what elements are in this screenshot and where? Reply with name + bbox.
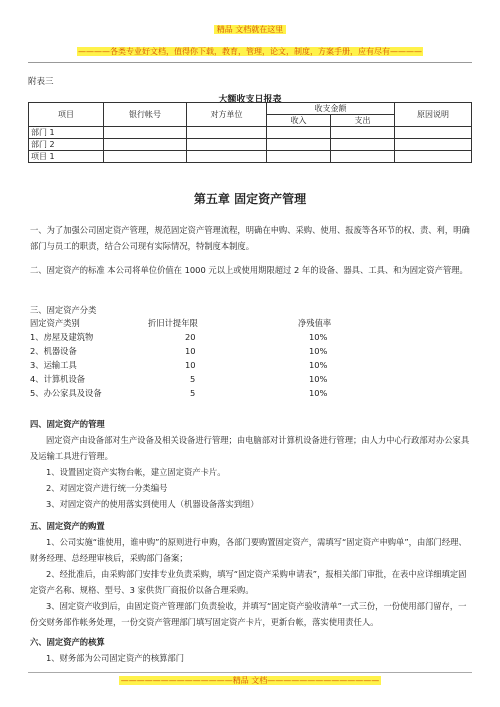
table-row — [29, 139, 472, 151]
class-residual: 10% — [309, 346, 328, 356]
class-header-years: 折旧计提年限 — [148, 318, 198, 328]
row-label: 项目 1 — [29, 151, 104, 163]
section-4-item: 3、对固定资产的使用落实到使用人（机器设备落实到组） — [46, 499, 259, 509]
footer-banner: ——————————————精品 文档—————————————— — [120, 676, 380, 685]
class-name: 3、运输工具 — [30, 360, 77, 370]
banner-subtitle: ————各类专业好文档，值得你下载，教育，管理，论文，制度，方案手册，应有尽有———— — [78, 47, 422, 56]
table-row — [29, 127, 472, 139]
class-name: 1、房屋及建筑物 — [30, 332, 94, 342]
class-name: 2、机器设备 — [30, 346, 77, 356]
section-6-title: 六、固定资产的核算 — [30, 637, 105, 647]
class-name: 4、计算机设备 — [30, 374, 86, 384]
section-5-paragraph: 2、经批准后，由采购部门安排专业负责采购，填写“固定资产采购申请表”，报相关部门审批，在表中应详细填定固定资产名称、规格、型号、3 家供货厂商报价以备合理采购。 — [30, 569, 467, 595]
class-years: 10 — [185, 346, 196, 356]
class-name: 5、办公家具及设备 — [30, 388, 102, 398]
class-residual: 10% — [309, 332, 328, 342]
section-2: 二、固定资产的标准 本公司将单位价值在 1000 元以上或使用期限超过 2 年的设备、器具、工具、和为固定资产管理。 — [30, 265, 468, 275]
section-6-paragraph: 1、财务部为公司固定资产的核算部门 — [46, 653, 185, 663]
header-counterparty: 对方单位 — [187, 103, 267, 127]
section-4-paragraph: 固定资产由设备部对生产设备及相关设备进行管理；由电脑部对计算机设备进行管理；由人力中心行政部对办公家具及运输工具进行管理。 — [30, 435, 470, 461]
header-amount: 收支金额 — [267, 103, 395, 115]
header-reason: 原因说明 — [395, 103, 472, 127]
section-4-title: 四、固定资产的管理 — [30, 419, 105, 429]
chapter-title: 第五章 固定资产管理 — [193, 192, 307, 206]
class-residual: 10% — [309, 374, 328, 384]
section-1: 一、为了加强公司固定资产管理，规范固定资产管理流程，明确在申购、采购、使用、报废等各环节的权、责、利，明确部门与员工的职责，结合公司现有实际情况，特制度本制度。 — [30, 225, 470, 251]
row-label: 部门 1 — [29, 127, 104, 139]
section-3-title: 三、固定资产分类 — [30, 305, 97, 315]
class-years: 5 — [190, 388, 196, 398]
class-header-category: 固定资产类别 — [30, 318, 80, 328]
section-5-paragraph: 1、公司实施“谁使用，谁申购”的原则进行申购，各部门要购置固定资产，需填写“固定资产申购单”，由部门经理、财务经理、总经理审核后，采购部门备案； — [30, 537, 467, 563]
class-years: 10 — [185, 360, 196, 370]
attachment-label: 附表三 — [28, 77, 54, 87]
header-expense: 支出 — [331, 115, 395, 127]
row-label: 部门 2 — [29, 139, 104, 151]
table-header-row — [29, 103, 472, 115]
class-years: 20 — [185, 332, 196, 342]
section-4-item: 2、对固定资产进行统一分类编号 — [46, 483, 168, 493]
header-divider — [28, 62, 472, 63]
header-income: 收入 — [267, 115, 331, 127]
section-5-paragraph: 3、固定资产收到后，由固定资产管理部门负责验收，并填写“固定资产验收清单”一式三份，一份使用部门留存，一份交财务部作帐务处理，一份交资产管理部门填写固定资产卡片，更新台帐，落实使用责任人。 — [30, 601, 467, 627]
class-residual: 10% — [309, 360, 328, 370]
section-4-item: 1、设置固定资产实物台帐，建立固定资产卡片。 — [46, 467, 226, 477]
section-5-title: 五、固定资产的购置 — [30, 521, 105, 531]
footer-divider — [28, 672, 472, 673]
class-residual: 10% — [309, 388, 328, 398]
daily-report-table — [28, 102, 472, 163]
banner-title: 精品 文档就在这里 — [0, 24, 500, 35]
report-title: 大额收支日报表 — [218, 95, 282, 105]
class-years: 5 — [190, 374, 196, 384]
header-item: 项目 — [29, 103, 104, 127]
header-bank-account: 银行帐号 — [104, 103, 187, 127]
table-row — [29, 151, 472, 163]
class-header-residual: 净残值率 — [298, 318, 332, 328]
